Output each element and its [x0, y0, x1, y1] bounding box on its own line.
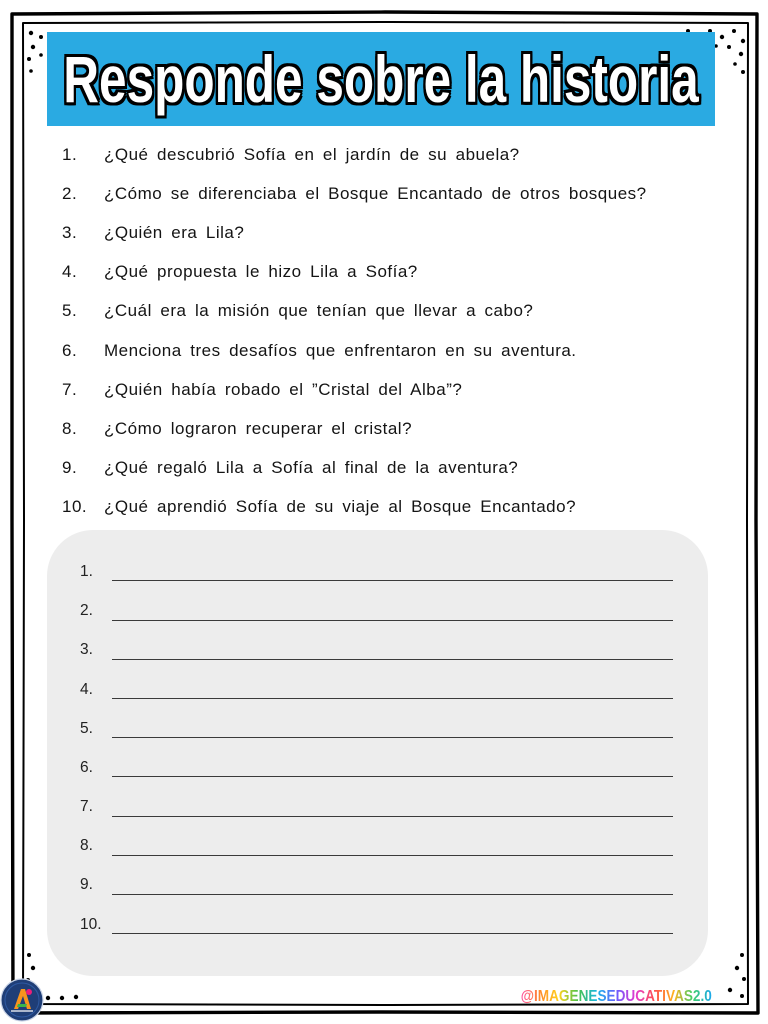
answer-number: 3.	[80, 641, 93, 659]
question-text: ¿Cómo lograron recuperar el cristal?	[104, 418, 413, 438]
question-number: 4.	[62, 262, 78, 282]
answer-number: 5.	[80, 719, 93, 737]
answer-line	[112, 915, 673, 934]
answer-number: 8.	[80, 837, 93, 855]
answer-number: 9.	[80, 876, 93, 894]
brand-logo-icon	[0, 978, 44, 1022]
answer-line	[112, 837, 673, 856]
question-number: 5.	[62, 301, 78, 321]
answer-line	[112, 758, 673, 777]
question-text: ¿Cuál era la misión que tenían que llevar a cabo?	[104, 301, 534, 321]
question-number: 7.	[62, 379, 78, 399]
answer-row	[80, 552, 673, 591]
question-text: Menciona tres desafíos que enfrentaron en su aventura.	[104, 340, 577, 360]
answer-row	[80, 905, 673, 944]
question-item	[62, 253, 722, 292]
question-item	[62, 448, 722, 487]
question-item	[62, 370, 722, 409]
question-item	[62, 136, 722, 175]
answer-number: 2.	[80, 602, 93, 620]
question-text: ¿Quién era Lila?	[104, 223, 245, 243]
question-text: ¿Qué descubrió Sofía en el jardín de su abuela?	[104, 145, 520, 165]
question-item	[62, 214, 722, 253]
question-text: ¿Quién había robado el ”Cristal del Alba”?	[104, 379, 463, 399]
answer-line	[112, 602, 673, 621]
question-text: ¿Qué aprendió Sofía de su viaje al Bosque Encantado?	[104, 496, 577, 516]
answer-line	[112, 719, 673, 738]
question-text: ¿Cómo se diferenciaba el Bosque Encantado de otros bosques?	[104, 184, 647, 204]
answer-line	[112, 876, 673, 895]
answer-row	[80, 709, 673, 748]
answer-row	[80, 631, 673, 670]
answer-list	[80, 552, 673, 944]
answer-line	[112, 562, 673, 581]
answer-row	[80, 827, 673, 866]
question-number: 3.	[62, 223, 78, 243]
answer-row	[80, 592, 673, 631]
answer-number: 1.	[80, 562, 93, 580]
question-item	[62, 175, 722, 214]
answer-row	[80, 748, 673, 787]
question-item	[62, 409, 722, 448]
answer-number: 4.	[80, 680, 93, 698]
answer-number: 10.	[80, 915, 102, 933]
answer-line	[112, 641, 673, 660]
question-number: 8.	[62, 418, 78, 438]
answer-row	[80, 866, 673, 905]
question-list	[62, 136, 722, 527]
question-text: ¿Qué regaló Lila a Sofía al final de la aventura?	[104, 457, 519, 477]
question-number: 9.	[62, 457, 78, 477]
watermark-text: @IMAGENESEDUCATIVAS2.0	[520, 988, 712, 1005]
answer-line	[112, 798, 673, 817]
answer-row	[80, 788, 673, 827]
page-title: Responde sobre la historia	[63, 42, 699, 116]
answer-row	[80, 670, 673, 709]
question-number: 10.	[62, 496, 88, 516]
question-text: ¿Qué propuesta le hizo Lila a Sofía?	[104, 262, 418, 282]
question-item	[62, 487, 722, 526]
question-number: 1.	[62, 145, 78, 165]
answer-line	[112, 680, 673, 699]
question-item	[62, 292, 722, 331]
answer-number: 7.	[80, 798, 93, 816]
question-item	[62, 331, 722, 370]
question-number: 2.	[62, 184, 78, 204]
answer-number: 6.	[80, 758, 93, 776]
question-number: 6.	[62, 340, 78, 360]
title-banner	[47, 32, 715, 126]
